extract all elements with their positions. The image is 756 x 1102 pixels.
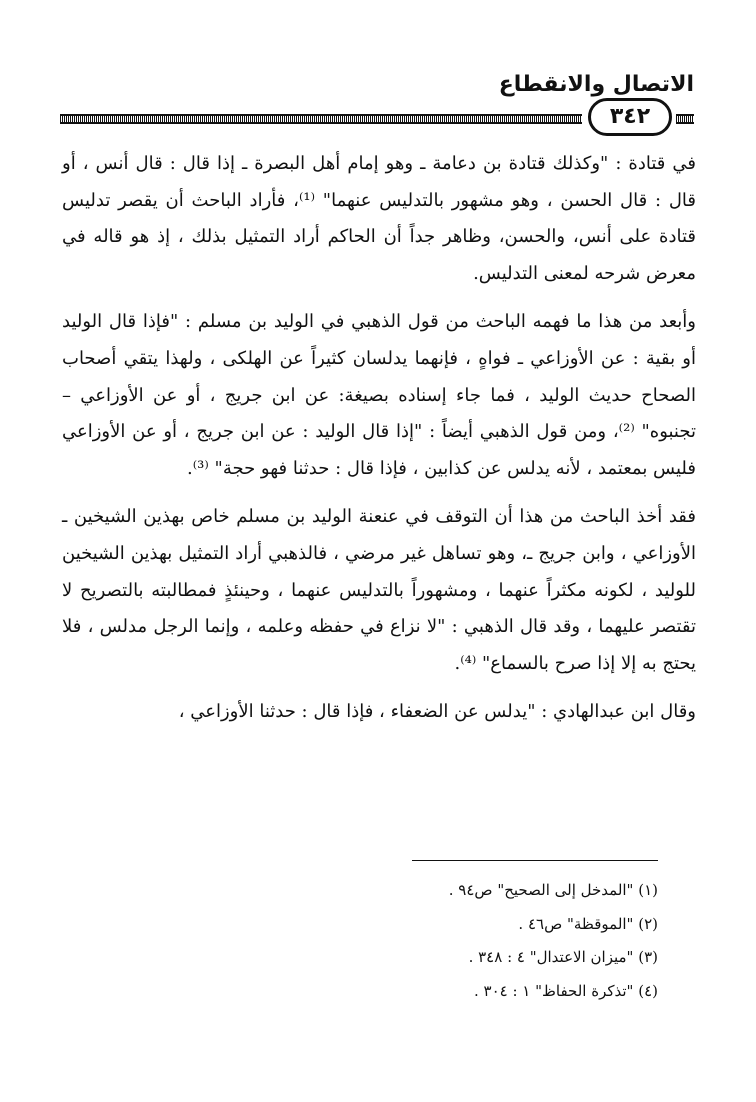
paragraph: وقال ابن عبدالهادي : "يدلس عن الضعفاء ، فإذا قال : حدثنا الأوزاعي ، xyxy=(178,701,696,723)
paragraph: في قتادة : "وكذلك قتادة بن دعامة ـ وهو إمام أهل البصرة ـ إذا قال : قال أنس ، أو قال : قال الحسن ، وهو مشهور بالتدليس عنهما" ⁽¹⁾، فأراد الباحث أن يقصر تدليس قتادة على أنس، والحسن، وظاهر جداً أن الحاكم أراد التمثيل بذلك ، إذ هو قاله في معرض شرحه لمعنى التدليس. xyxy=(62,153,696,284)
header-rule-end xyxy=(676,114,694,124)
footnote: (٢) "الموقظة" ص٤٦ . xyxy=(518,914,658,933)
body-text xyxy=(62,146,696,743)
footnote: (١) "المدخل إلى الصحيح" ص٩٤ . xyxy=(448,881,658,899)
footnote: (٤) "تذكرة الحفاظ" ١ : ٣٠٤ . xyxy=(473,981,658,1000)
running-head-title: الاتصال والانقطاع xyxy=(498,72,694,97)
footnote-divider xyxy=(412,860,658,861)
footnotes xyxy=(62,874,658,1008)
page-number: ٣٤٢ xyxy=(588,98,672,136)
page-header xyxy=(60,68,694,138)
header-rule xyxy=(60,114,582,124)
paragraph: وأبعد من هذا ما فهمه الباحث من قول الذهبي في الوليد بن مسلم : "فإذا قال الوليد أو بقية : عن الأوزاعي ـ فواهٍ ، فإنهما يدلسان كثيراً عن الهلكى ، ولهذا يتقي أصحاب الصحاح حديث الوليد ، فما جاء إسناده بصيغة: عن ابن جريج ، أو عن الأوزاعي – تجنبوه" ⁽²⁾، ومن قول الذهبي أيضاً : "إذا قال الوليد : عن ابن جريج ، أو عن الأوزاعي فليس بمعتمد ، لأنه يدلس عن كذابين ، فإذا قال : حدثنا فهو حجة" ⁽³⁾. xyxy=(62,311,696,479)
footnote: (٣) "ميزان الاعتدال" ٤ : ٣٤٨ . xyxy=(468,948,658,966)
paragraph: فقد أخذ الباحث من هذا أن التوقف في عنعنة الوليد بن مسلم خاص بهذين الشيخين ـ الأوزاعي ، وابن جريج ـ، وهو تساهل غير مرضي ، فالذهبي أراد التمثيل بهذين الشيخين للوليد ، لكونه مكثراً عنهما ، ومشهوراً بالتدليس عنهما ، وحينئذٍ فمطالبته بالتصريح لا تقتصر عليهما ، وقد قال الذهبي : "لا نزاع في حفظه وعلمه ، وإنما الرجل مدلس ، فلا يحتج به إلا إذا صرح بالسماع" ⁽⁴⁾. xyxy=(62,506,696,674)
